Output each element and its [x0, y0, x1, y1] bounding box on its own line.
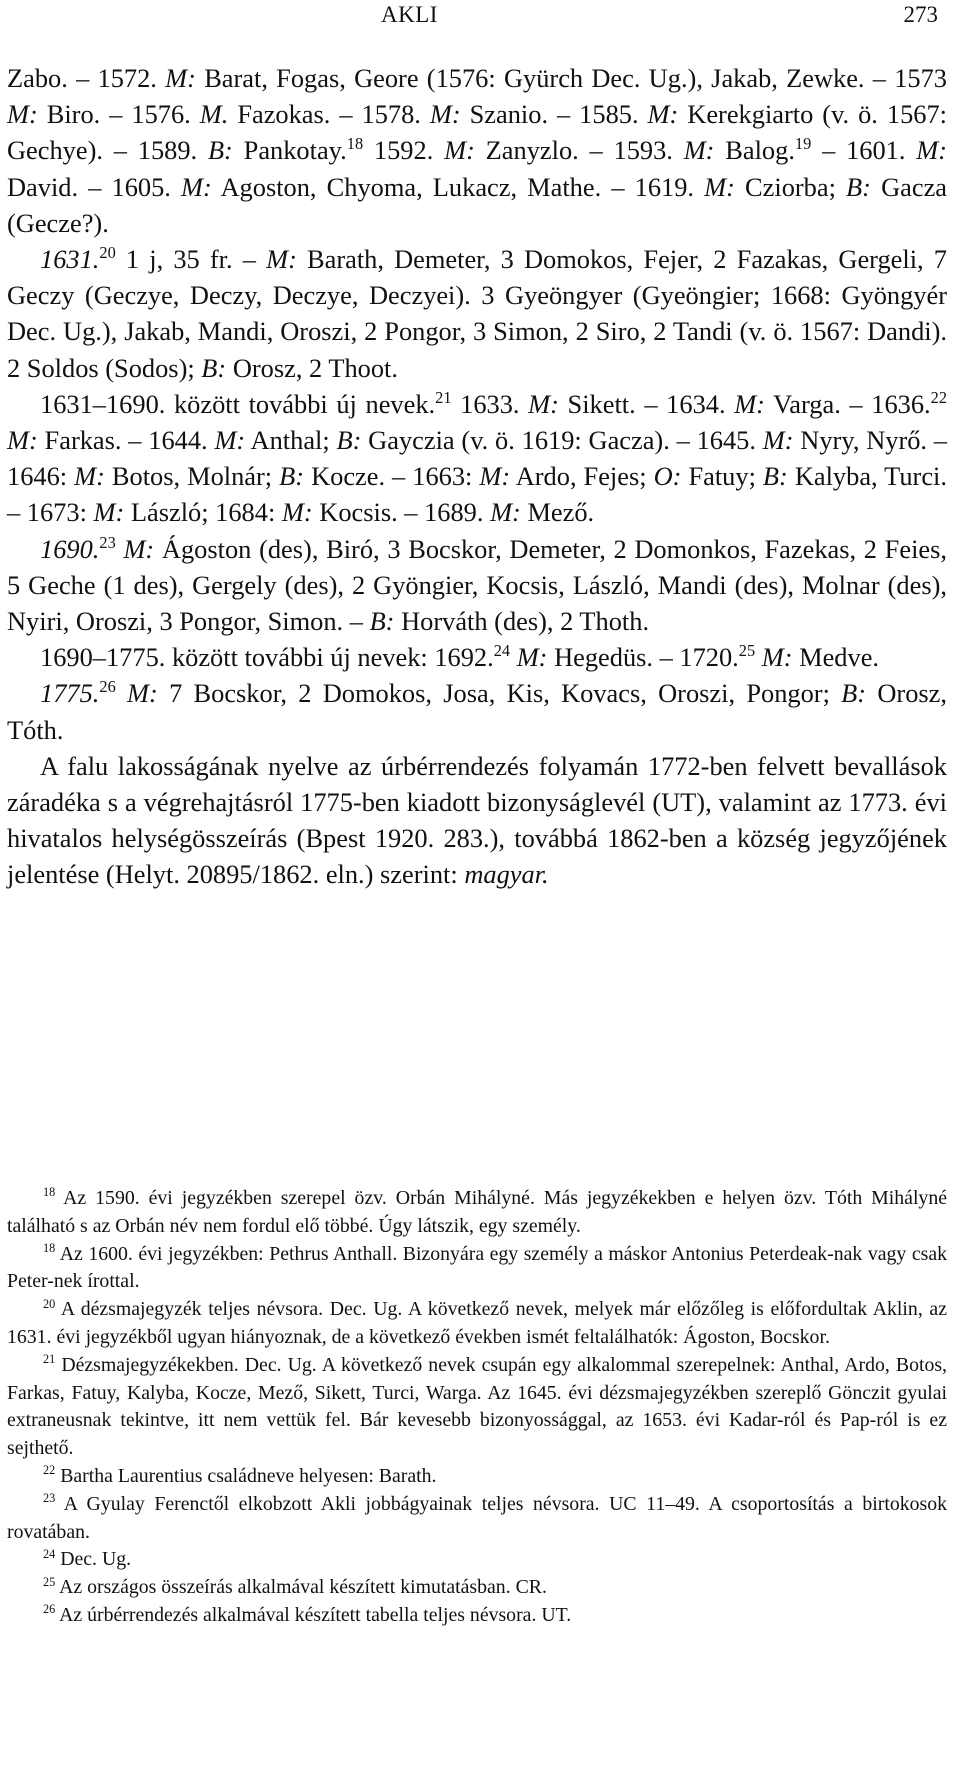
role-abbrev: M:: [734, 388, 765, 419]
text-run: Cziorba;: [734, 171, 847, 202]
paragraph-1631: [7, 241, 947, 386]
text-run: Pankotay.: [232, 135, 347, 166]
role-abbrev: M.: [199, 99, 229, 130]
footnote-number: 22: [43, 1463, 56, 1478]
text-run: [510, 642, 517, 672]
footnote-number: 26: [43, 1602, 56, 1617]
footnote-number: 21: [43, 1352, 56, 1367]
role-abbrev: B:: [846, 171, 871, 202]
text-run: Zabo. – 1572.: [7, 63, 166, 93]
text-run: Varga. – 1636.: [764, 388, 931, 419]
text-run: Nyry, Nyrő. – 1646:: [7, 425, 948, 492]
year-heading: 1631.: [40, 244, 100, 275]
text-run: Mező.: [520, 497, 595, 528]
role-abbrev: M:: [7, 425, 38, 456]
text-run: Ágoston (des), Biró, 3 Bocskor, Demeter, 2 Domonkos, Fazekas, 2 Feies, 5 Geche (1 des), Gergely (des), 2 Gyöngier, Kocsis, László, Mandi (des), Molnar (des), Nyiri, Oroszi, 3 Pongor, Simon. –: [7, 533, 947, 637]
text-run: Balog.: [714, 135, 795, 166]
role-abbrev: M:: [444, 135, 475, 166]
text-run: Gayczia (v. ö. 1619: Gacza). – 1645.: [361, 425, 763, 456]
paragraph-1631-1690: [7, 386, 947, 531]
footnote-text: A Gyulay Ferenctől elkobzott Akli jobbágyainak teljes névsora. UC 11–49. A csoportosítás a birtokosok rovatában.: [7, 1492, 947, 1543]
footnote-ref[interactable]: 18: [346, 134, 364, 154]
role-abbrev: B:: [207, 135, 233, 166]
footnote-item: [7, 1296, 947, 1352]
text-run: [755, 642, 762, 672]
text-run: Kocze. – 1663:: [304, 461, 480, 492]
role-abbrev: O:: [653, 461, 682, 492]
role-abbrev: B:: [841, 678, 867, 709]
text-run: Horváth (des), 2 Thoth.: [394, 606, 650, 637]
text-run: David. – 1605.: [7, 171, 182, 202]
role-abbrev: M:: [761, 642, 793, 673]
footnote-text: Dec. Ug.: [55, 1548, 132, 1571]
role-abbrev: M:: [916, 135, 948, 166]
footnote-item: [7, 1352, 947, 1463]
role-abbrev: M:: [762, 425, 794, 456]
footnote-number: 25: [43, 1574, 56, 1589]
role-abbrev: M:: [490, 497, 521, 528]
footnote-number: 23: [43, 1491, 56, 1506]
text-run: Barath, Demeter, 3 Domokos, Fejer, 2 Fazakas, Gergeli, 7 Geczy (Geczye, Deczy, Deczye, Deczyei). 3 Gyeöngyer (Gyeöngier; 1668: Gyöngyér Dec. Ug.), Jakab, Mandi, Oroszi, 2 Pongor, 3 Simon, 2 Siro, 2 Tandi (v. ö. 1567: Dandi). 2 Soldos (Sodos);: [7, 244, 947, 383]
text-run: Medve.: [792, 642, 880, 673]
footnote-item: [7, 1546, 947, 1574]
role-abbrev: B:: [279, 461, 305, 492]
footnote-text: Az úrbérrendezés alkalmával készített tabella teljes névsora. UT.: [55, 1603, 572, 1626]
text-run: Kalyba, Turci. – 1673:: [7, 461, 947, 528]
footnote-number: 24: [43, 1546, 56, 1561]
role-abbrev: B:: [201, 352, 227, 383]
footnote-ref[interactable]: 21: [435, 387, 452, 407]
role-abbrev: M:: [516, 642, 548, 673]
footnote-ref[interactable]: 25: [738, 641, 756, 661]
footnote-number: 20: [43, 1296, 56, 1311]
text-run: Zanyzlo. – 1593.: [474, 135, 684, 166]
footnote-ref[interactable]: 22: [930, 387, 947, 407]
footnote-text: Dézsmajegyzékekben. Dec. Ug. A következő nevek csupán egy alkalommal szerepelnek: Anthal, Ardo, Botos, Farkas, Fatuy, Kalyba, Kocze, Mező, Sikett, Turci, Warga. Az 1645. évi dézsmajegyzékben szereplő Gönczit gyulai extraneusnak tekintve, itt nem vettük fel. Bár kevesebb bizonyossággal, az 1653. évi Kadar-ról és Pap-ról is ez sejthető.: [7, 1353, 947, 1460]
main-text: [7, 60, 947, 893]
text-run: 7 Bocskor, 2 Domokos, Josa, Kis, Kovacs, Oroszi, Pongor;: [157, 678, 842, 709]
role-abbrev: M:: [281, 497, 313, 528]
footnote-ref[interactable]: 23: [99, 532, 116, 552]
paragraph-1775: [7, 675, 947, 747]
text-run: Biro. – 1576.: [37, 99, 200, 130]
text-run: Sikett. – 1634.: [558, 388, 735, 419]
language-value: magyar.: [464, 859, 549, 890]
text-run: Barat, Fogas, Geore (1576: Gyürch Dec. Ug.), Jakab, Zewke. – 1573: [195, 63, 947, 93]
text-run: László; 1684:: [124, 497, 282, 528]
footnote-text: Az országos összeírás alkalmával készített kimutatásban. CR.: [55, 1576, 547, 1599]
role-abbrev: M:: [127, 678, 158, 709]
text-run: 1 j, 35 fr. –: [115, 244, 267, 275]
footnote-item: [7, 1491, 947, 1547]
footnote-item: [7, 1463, 947, 1491]
page-header: [0, 0, 960, 32]
footnote-number: 18: [43, 1185, 56, 1200]
role-abbrev: M:: [704, 171, 735, 202]
role-abbrev: M:: [528, 388, 559, 419]
text-run: 1631–1690. között további új nevek.: [40, 388, 436, 419]
text-run: [116, 678, 127, 708]
role-abbrev: M:: [266, 244, 297, 275]
paragraph-language: [7, 748, 947, 893]
text-run: 1592.: [363, 135, 445, 166]
text-run: Botos, Molnár;: [104, 461, 280, 492]
page-number: 273: [903, 2, 938, 27]
role-abbrev: M:: [214, 425, 246, 456]
text-run: Anthal;: [245, 425, 337, 456]
role-abbrev: B:: [762, 461, 788, 492]
year-heading: 1775.: [40, 678, 100, 709]
role-abbrev: M:: [7, 99, 38, 130]
role-abbrev: M:: [123, 533, 155, 564]
text-run: Fazokas. – 1578.: [228, 99, 430, 130]
text-run: 1690–1775. között további új nevek: 1692.: [40, 642, 494, 673]
footnote-ref[interactable]: 20: [99, 242, 116, 262]
footnote-ref[interactable]: 19: [794, 134, 812, 154]
text-run: Kerekgiarto (v. ö. 1567: Gechye). – 1589.: [7, 99, 947, 166]
footnote-item: [7, 1574, 947, 1602]
year-heading: 1690.: [40, 533, 100, 564]
text-run: 1633.: [451, 388, 529, 419]
footnote-ref[interactable]: 26: [99, 677, 116, 697]
role-abbrev: M:: [647, 99, 679, 130]
text-run: Ardo, Fejes;: [510, 461, 654, 492]
text-run: Hegedüs. – 1720.: [547, 642, 739, 673]
text-run: Orosz, Tóth.: [7, 678, 947, 745]
role-abbrev: M:: [181, 171, 212, 202]
role-abbrev: B:: [336, 425, 362, 456]
text-run: – 1601.: [811, 135, 917, 166]
paragraph-1690-1775: [7, 639, 947, 675]
text-run: Szanio. – 1585.: [460, 99, 648, 130]
paragraph-1690: [7, 531, 947, 640]
text-run: A falu lakosságának nyelve az úrbérrendezés folyamán 1772-ben felvett bevallások záradéka s a végrehajtásról 1775-ben kiadott bizonyságlevél (UT), valamint az 1773. évi hivatalos helységösszeírás (Bpest 1920. 283.), továbbá 1862-ben a község jegyzőjének jelentése (Helyt. 20895/1862. eln.) szerint:: [7, 750, 947, 890]
footnote-text: A dézsmajegyzék teljes névsora. Dec. Ug. A következő nevek, melyek már előzőleg is előfordultak Aklin, az 1631. évi jegyzékből ugyan hiányoznak, de a következő években ismét feltalálhatók: Ágoston, Bocskor.: [7, 1298, 947, 1348]
role-abbrev: M:: [429, 99, 461, 130]
text-run: Gacza (Gecze?).: [7, 171, 948, 238]
text-run: Agoston, Chyoma, Lukacz, Mathe. – 1619.: [211, 171, 705, 202]
footnote-ref[interactable]: 24: [493, 641, 511, 661]
role-abbrev: M:: [683, 135, 715, 166]
text-run: Orosz, 2 Thoot.: [226, 352, 398, 383]
text-run: Farkas. – 1644.: [37, 425, 215, 456]
text-run: Kocsis. – 1689.: [312, 497, 491, 528]
footnote-item: [7, 1602, 947, 1630]
paragraph-1590s: [7, 60, 947, 241]
role-abbrev: M:: [479, 461, 511, 492]
footnotes: [7, 1185, 947, 1630]
footnote-text: Az 1590. évi jegyzékben szerepel özv. Orbán Mihályné. Más jegyzékekben e helyen özv. Tóth Mihályné található s az Orbán név nem fordul elő többé. Úgy látszik, egy személy.: [7, 1187, 947, 1237]
text-run: Fatuy;: [681, 461, 763, 492]
role-abbrev: M:: [93, 497, 125, 528]
footnote-number: 18: [43, 1240, 56, 1255]
footnote-item: [7, 1185, 947, 1241]
role-abbrev: B:: [369, 606, 395, 637]
role-abbrev: M:: [165, 63, 196, 93]
footnote-text: Bartha Laurentius családneve helyesen: Barath.: [55, 1464, 437, 1487]
footnote-text: Az 1600. évi jegyzékben: Pethrus Anthall. Bizonyára egy személy a máskor Antonius Peterdeak-nak vagy csak Peter-nek írottal.: [7, 1242, 947, 1293]
role-abbrev: M:: [74, 461, 105, 492]
footnote-item: [7, 1241, 947, 1297]
running-head: AKLI: [381, 2, 438, 27]
